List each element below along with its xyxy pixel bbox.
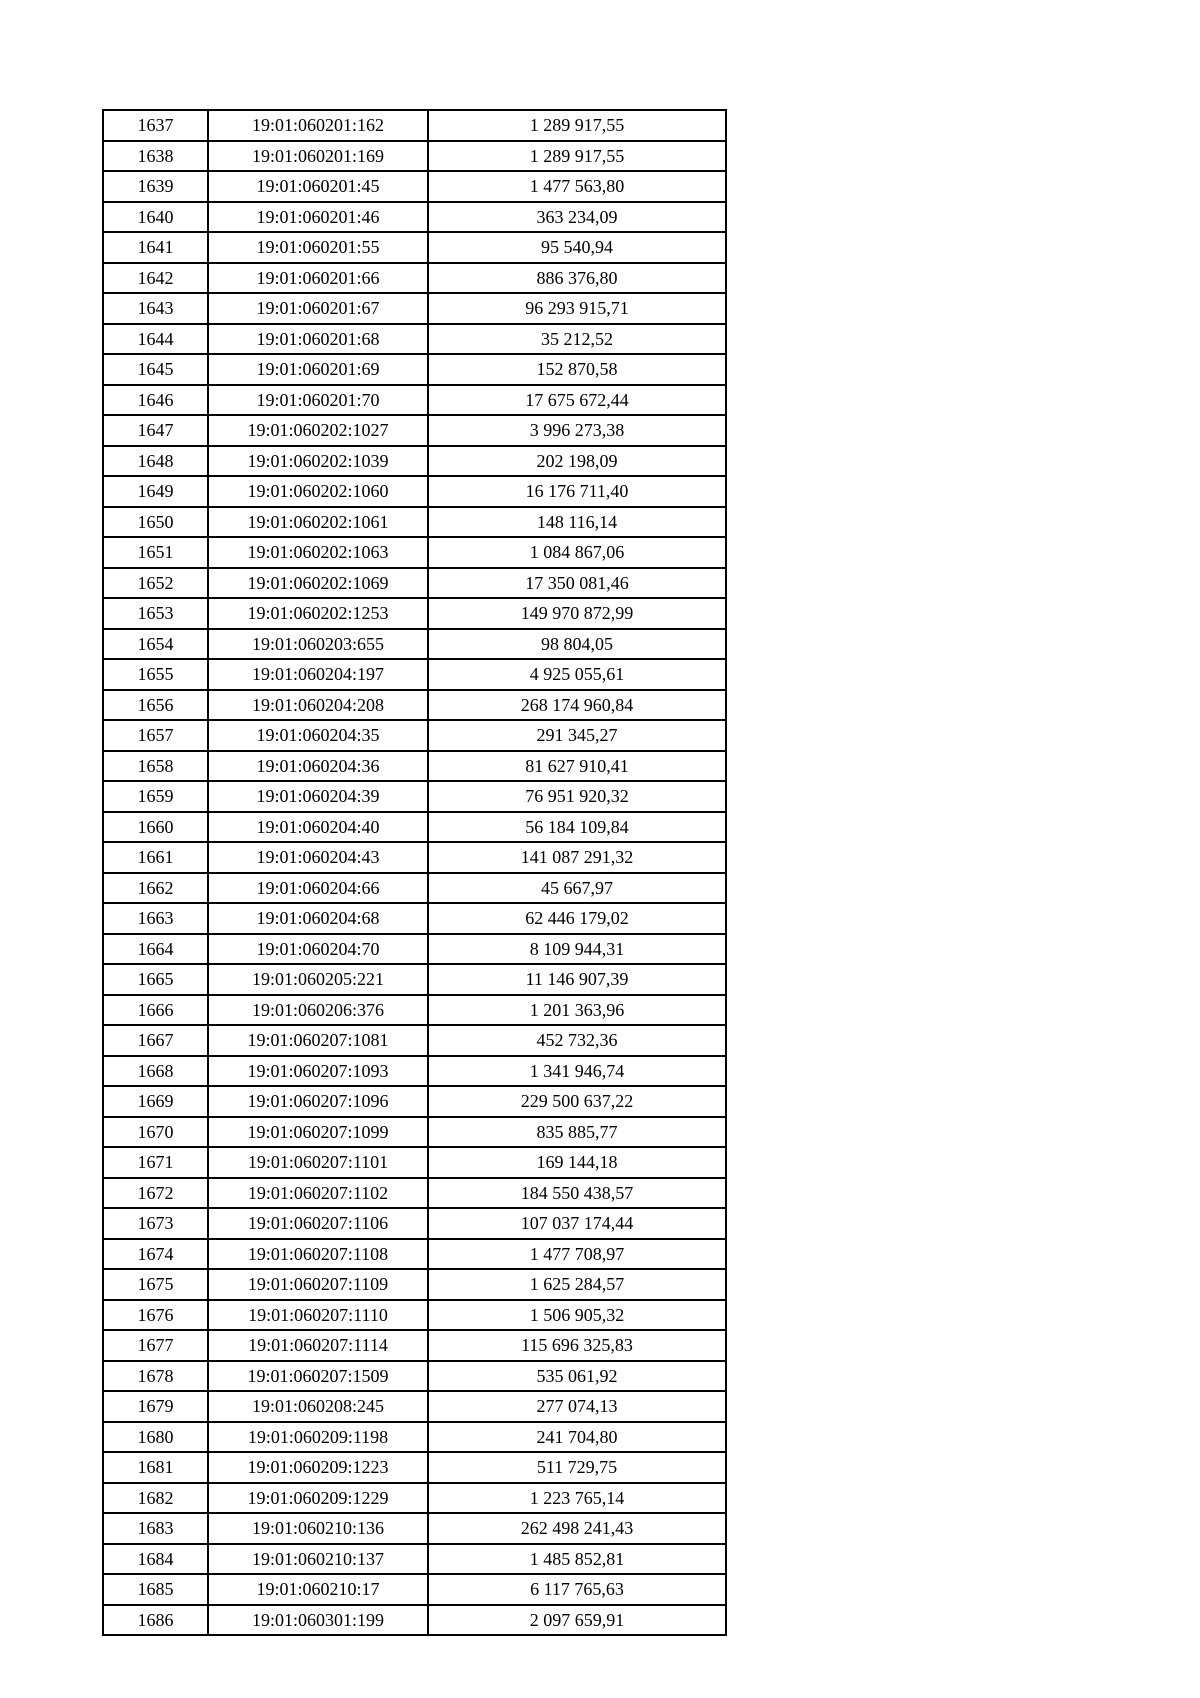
table-row bbox=[103, 598, 726, 629]
table-row bbox=[103, 171, 726, 202]
table-row bbox=[103, 1330, 726, 1361]
row-number-cell: 1645 bbox=[103, 354, 208, 385]
cadastral-number-cell: 19:01:060202:1027 bbox=[208, 415, 428, 446]
cadastral-number-cell: 19:01:060204:66 bbox=[208, 873, 428, 904]
table-row bbox=[103, 629, 726, 660]
value-cell: 4 925 055,61 bbox=[428, 659, 726, 690]
row-number-cell: 1658 bbox=[103, 751, 208, 782]
table-row bbox=[103, 1544, 726, 1575]
cadastral-number-cell: 19:01:060209:1229 bbox=[208, 1483, 428, 1514]
value-cell: 81 627 910,41 bbox=[428, 751, 726, 782]
value-cell: 511 729,75 bbox=[428, 1452, 726, 1483]
value-cell: 1 625 284,57 bbox=[428, 1269, 726, 1300]
cadastral-number-cell: 19:01:060201:68 bbox=[208, 324, 428, 355]
value-cell: 1 477 563,80 bbox=[428, 171, 726, 202]
table-row bbox=[103, 720, 726, 751]
value-cell: 241 704,80 bbox=[428, 1422, 726, 1453]
table-row bbox=[103, 415, 726, 446]
table-body bbox=[103, 110, 726, 1635]
value-cell: 11 146 907,39 bbox=[428, 964, 726, 995]
table-row bbox=[103, 1361, 726, 1392]
row-number-cell: 1676 bbox=[103, 1300, 208, 1331]
value-cell: 169 144,18 bbox=[428, 1147, 726, 1178]
cadastral-number-cell: 19:01:060202:1039 bbox=[208, 446, 428, 477]
table-row bbox=[103, 964, 726, 995]
value-cell: 76 951 920,32 bbox=[428, 781, 726, 812]
row-number-cell: 1664 bbox=[103, 934, 208, 965]
table-row bbox=[103, 995, 726, 1026]
cadastral-number-cell: 19:01:060207:1101 bbox=[208, 1147, 428, 1178]
row-number-cell: 1662 bbox=[103, 873, 208, 904]
row-number-cell: 1644 bbox=[103, 324, 208, 355]
table-row bbox=[103, 751, 726, 782]
cadastral-number-cell: 19:01:060202:1069 bbox=[208, 568, 428, 599]
value-cell: 98 804,05 bbox=[428, 629, 726, 660]
row-number-cell: 1685 bbox=[103, 1574, 208, 1605]
table-row bbox=[103, 812, 726, 843]
cadastral-number-cell: 19:01:060204:208 bbox=[208, 690, 428, 721]
value-cell: 148 116,14 bbox=[428, 507, 726, 538]
value-cell: 3 996 273,38 bbox=[428, 415, 726, 446]
cadastral-number-cell: 19:01:060204:70 bbox=[208, 934, 428, 965]
table-row bbox=[103, 232, 726, 263]
row-number-cell: 1677 bbox=[103, 1330, 208, 1361]
value-cell: 452 732,36 bbox=[428, 1025, 726, 1056]
table-row bbox=[103, 568, 726, 599]
row-number-cell: 1639 bbox=[103, 171, 208, 202]
row-number-cell: 1667 bbox=[103, 1025, 208, 1056]
table-row bbox=[103, 324, 726, 355]
row-number-cell: 1671 bbox=[103, 1147, 208, 1178]
table-row bbox=[103, 1147, 726, 1178]
value-cell: 835 885,77 bbox=[428, 1117, 726, 1148]
cadastral-number-cell: 19:01:060201:46 bbox=[208, 202, 428, 233]
value-cell: 886 376,80 bbox=[428, 263, 726, 294]
cadastral-number-cell: 19:01:060204:43 bbox=[208, 842, 428, 873]
value-cell: 1 341 946,74 bbox=[428, 1056, 726, 1087]
row-number-cell: 1637 bbox=[103, 110, 208, 141]
table-row bbox=[103, 1239, 726, 1270]
row-number-cell: 1646 bbox=[103, 385, 208, 416]
table-row bbox=[103, 1178, 726, 1209]
row-number-cell: 1681 bbox=[103, 1452, 208, 1483]
row-number-cell: 1657 bbox=[103, 720, 208, 751]
value-cell: 6 117 765,63 bbox=[428, 1574, 726, 1605]
row-number-cell: 1683 bbox=[103, 1513, 208, 1544]
table-row bbox=[103, 293, 726, 324]
table-row bbox=[103, 141, 726, 172]
cadastral-number-cell: 19:01:060207:1108 bbox=[208, 1239, 428, 1270]
table-row bbox=[103, 1056, 726, 1087]
table-row bbox=[103, 110, 726, 141]
cadastral-number-cell: 19:01:060210:136 bbox=[208, 1513, 428, 1544]
value-cell: 149 970 872,99 bbox=[428, 598, 726, 629]
cadastral-number-cell: 19:01:060207:1114 bbox=[208, 1330, 428, 1361]
cadastral-number-cell: 19:01:060207:1110 bbox=[208, 1300, 428, 1331]
cadastral-number-cell: 19:01:060208:245 bbox=[208, 1391, 428, 1422]
value-cell: 17 675 672,44 bbox=[428, 385, 726, 416]
table-row bbox=[103, 385, 726, 416]
value-cell: 229 500 637,22 bbox=[428, 1086, 726, 1117]
cadastral-number-cell: 19:01:060204:35 bbox=[208, 720, 428, 751]
cadastral-number-cell: 19:01:060201:67 bbox=[208, 293, 428, 324]
row-number-cell: 1670 bbox=[103, 1117, 208, 1148]
table-row bbox=[103, 476, 726, 507]
table-row bbox=[103, 1513, 726, 1544]
table-row bbox=[103, 873, 726, 904]
value-cell: 107 037 174,44 bbox=[428, 1208, 726, 1239]
row-number-cell: 1675 bbox=[103, 1269, 208, 1300]
value-cell: 184 550 438,57 bbox=[428, 1178, 726, 1209]
row-number-cell: 1655 bbox=[103, 659, 208, 690]
row-number-cell: 1650 bbox=[103, 507, 208, 538]
table-row bbox=[103, 1422, 726, 1453]
value-cell: 17 350 081,46 bbox=[428, 568, 726, 599]
value-cell: 2 097 659,91 bbox=[428, 1605, 726, 1636]
row-number-cell: 1653 bbox=[103, 598, 208, 629]
row-number-cell: 1674 bbox=[103, 1239, 208, 1270]
table-row bbox=[103, 842, 726, 873]
cadastral-number-cell: 19:01:060204:40 bbox=[208, 812, 428, 843]
table-row bbox=[103, 659, 726, 690]
table-row bbox=[103, 507, 726, 538]
value-cell: 56 184 109,84 bbox=[428, 812, 726, 843]
cadastral-number-cell: 19:01:060207:1093 bbox=[208, 1056, 428, 1087]
row-number-cell: 1640 bbox=[103, 202, 208, 233]
cadastral-number-cell: 19:01:060204:36 bbox=[208, 751, 428, 782]
cadastral-number-cell: 19:01:060207:1106 bbox=[208, 1208, 428, 1239]
value-cell: 115 696 325,83 bbox=[428, 1330, 726, 1361]
value-cell: 1 201 363,96 bbox=[428, 995, 726, 1026]
value-cell: 277 074,13 bbox=[428, 1391, 726, 1422]
row-number-cell: 1638 bbox=[103, 141, 208, 172]
table-row bbox=[103, 1605, 726, 1636]
cadastral-number-cell: 19:01:060207:1509 bbox=[208, 1361, 428, 1392]
cadastral-number-cell: 19:01:060207:1099 bbox=[208, 1117, 428, 1148]
row-number-cell: 1678 bbox=[103, 1361, 208, 1392]
table-row bbox=[103, 1086, 726, 1117]
cadastral-number-cell: 19:01:060201:69 bbox=[208, 354, 428, 385]
row-number-cell: 1641 bbox=[103, 232, 208, 263]
cadastral-number-cell: 19:01:060201:66 bbox=[208, 263, 428, 294]
value-cell: 1 477 708,97 bbox=[428, 1239, 726, 1270]
row-number-cell: 1673 bbox=[103, 1208, 208, 1239]
table-row bbox=[103, 263, 726, 294]
row-number-cell: 1679 bbox=[103, 1391, 208, 1422]
value-cell: 1 506 905,32 bbox=[428, 1300, 726, 1331]
value-cell: 363 234,09 bbox=[428, 202, 726, 233]
table-row bbox=[103, 354, 726, 385]
table-row bbox=[103, 1269, 726, 1300]
value-cell: 16 176 711,40 bbox=[428, 476, 726, 507]
cadastral-number-cell: 19:01:060206:376 bbox=[208, 995, 428, 1026]
row-number-cell: 1651 bbox=[103, 537, 208, 568]
value-cell: 1 289 917,55 bbox=[428, 110, 726, 141]
table-row bbox=[103, 537, 726, 568]
value-cell: 202 198,09 bbox=[428, 446, 726, 477]
row-number-cell: 1669 bbox=[103, 1086, 208, 1117]
cadastral-number-cell: 19:01:060204:197 bbox=[208, 659, 428, 690]
cadastral-number-cell: 19:01:060201:70 bbox=[208, 385, 428, 416]
cadastral-number-cell: 19:01:060301:199 bbox=[208, 1605, 428, 1636]
value-cell: 1 223 765,14 bbox=[428, 1483, 726, 1514]
row-number-cell: 1659 bbox=[103, 781, 208, 812]
row-number-cell: 1660 bbox=[103, 812, 208, 843]
cadastral-number-cell: 19:01:060202:1063 bbox=[208, 537, 428, 568]
value-cell: 1 084 867,06 bbox=[428, 537, 726, 568]
row-number-cell: 1656 bbox=[103, 690, 208, 721]
table-row bbox=[103, 1483, 726, 1514]
cadastral-number-cell: 19:01:060201:169 bbox=[208, 141, 428, 172]
cadastral-number-cell: 19:01:060203:655 bbox=[208, 629, 428, 660]
row-number-cell: 1665 bbox=[103, 964, 208, 995]
cadastral-number-cell: 19:01:060207:1081 bbox=[208, 1025, 428, 1056]
value-cell: 141 087 291,32 bbox=[428, 842, 726, 873]
cadastral-number-cell: 19:01:060210:137 bbox=[208, 1544, 428, 1575]
value-cell: 62 446 179,02 bbox=[428, 903, 726, 934]
cadastral-number-cell: 19:01:060204:39 bbox=[208, 781, 428, 812]
cadastral-number-cell: 19:01:060201:162 bbox=[208, 110, 428, 141]
row-number-cell: 1643 bbox=[103, 293, 208, 324]
cadastral-number-cell: 19:01:060209:1223 bbox=[208, 1452, 428, 1483]
row-number-cell: 1666 bbox=[103, 995, 208, 1026]
row-number-cell: 1648 bbox=[103, 446, 208, 477]
cadastral-number-cell: 19:01:060210:17 bbox=[208, 1574, 428, 1605]
value-cell: 152 870,58 bbox=[428, 354, 726, 385]
cadastral-number-cell: 19:01:060201:55 bbox=[208, 232, 428, 263]
table-row bbox=[103, 1574, 726, 1605]
table-row bbox=[103, 202, 726, 233]
cadastral-number-cell: 19:01:060207:1096 bbox=[208, 1086, 428, 1117]
row-number-cell: 1668 bbox=[103, 1056, 208, 1087]
cadastral-number-cell: 19:01:060207:1109 bbox=[208, 1269, 428, 1300]
value-cell: 1 485 852,81 bbox=[428, 1544, 726, 1575]
row-number-cell: 1642 bbox=[103, 263, 208, 294]
table-row bbox=[103, 446, 726, 477]
value-cell: 535 061,92 bbox=[428, 1361, 726, 1392]
value-cell: 35 212,52 bbox=[428, 324, 726, 355]
row-number-cell: 1649 bbox=[103, 476, 208, 507]
cadastral-number-cell: 19:01:060205:221 bbox=[208, 964, 428, 995]
row-number-cell: 1661 bbox=[103, 842, 208, 873]
row-number-cell: 1652 bbox=[103, 568, 208, 599]
row-number-cell: 1672 bbox=[103, 1178, 208, 1209]
cadastral-value-table bbox=[102, 109, 727, 1636]
table-row bbox=[103, 1391, 726, 1422]
cadastral-number-cell: 19:01:060202:1253 bbox=[208, 598, 428, 629]
cadastral-number-cell: 19:01:060202:1061 bbox=[208, 507, 428, 538]
value-cell: 45 667,97 bbox=[428, 873, 726, 904]
table-row bbox=[103, 1300, 726, 1331]
table-row bbox=[103, 1025, 726, 1056]
table-row bbox=[103, 1117, 726, 1148]
cadastral-number-cell: 19:01:060209:1198 bbox=[208, 1422, 428, 1453]
row-number-cell: 1682 bbox=[103, 1483, 208, 1514]
value-cell: 95 540,94 bbox=[428, 232, 726, 263]
table-row bbox=[103, 1452, 726, 1483]
value-cell: 8 109 944,31 bbox=[428, 934, 726, 965]
table-row bbox=[103, 934, 726, 965]
row-number-cell: 1647 bbox=[103, 415, 208, 446]
value-cell: 96 293 915,71 bbox=[428, 293, 726, 324]
row-number-cell: 1686 bbox=[103, 1605, 208, 1636]
cadastral-number-cell: 19:01:060204:68 bbox=[208, 903, 428, 934]
table-row bbox=[103, 781, 726, 812]
row-number-cell: 1654 bbox=[103, 629, 208, 660]
row-number-cell: 1680 bbox=[103, 1422, 208, 1453]
table-row bbox=[103, 690, 726, 721]
table-row bbox=[103, 1208, 726, 1239]
value-cell: 291 345,27 bbox=[428, 720, 726, 751]
row-number-cell: 1684 bbox=[103, 1544, 208, 1575]
row-number-cell: 1663 bbox=[103, 903, 208, 934]
table-row bbox=[103, 903, 726, 934]
value-cell: 262 498 241,43 bbox=[428, 1513, 726, 1544]
cadastral-number-cell: 19:01:060202:1060 bbox=[208, 476, 428, 507]
cadastral-number-cell: 19:01:060201:45 bbox=[208, 171, 428, 202]
value-cell: 1 289 917,55 bbox=[428, 141, 726, 172]
cadastral-number-cell: 19:01:060207:1102 bbox=[208, 1178, 428, 1209]
value-cell: 268 174 960,84 bbox=[428, 690, 726, 721]
